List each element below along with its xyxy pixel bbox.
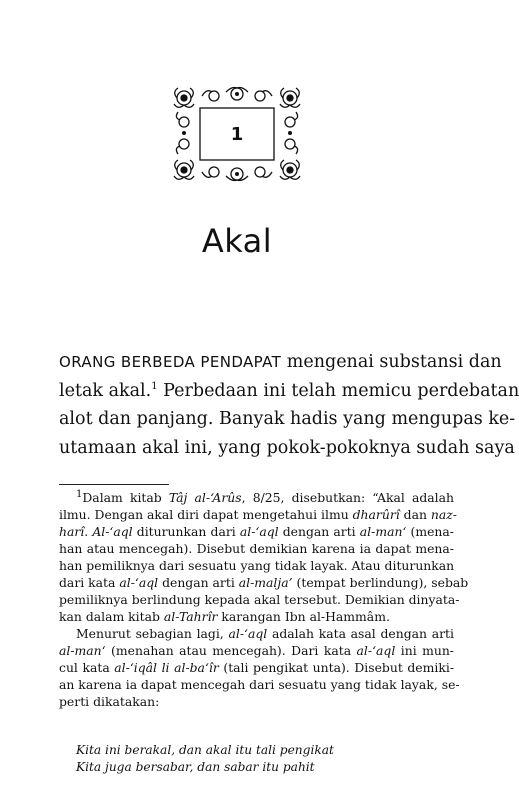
fn-text: (tempat berlindung), sebab xyxy=(292,575,469,590)
fn-text: ilmu. Dengan akal diri dapat mengetahui ilmu xyxy=(59,507,353,522)
body-line xyxy=(59,348,502,377)
footnote-line xyxy=(59,506,457,523)
fn-text: (menahan atau mencegah). Dari kata xyxy=(105,643,357,658)
fn-italic: al-Tahrîr xyxy=(163,609,218,624)
fn-text: Menurut sebagian lagi, xyxy=(76,626,229,641)
fn-italic: al-‘aql xyxy=(239,524,279,539)
fn-text: (tali pengikat unta). Disebut demiki- xyxy=(218,660,455,675)
footnote-marker: 1 xyxy=(76,488,83,500)
footnote-line: an karena ia dapat mencegah dari sesuatu yang tidak layak, se- xyxy=(59,677,460,692)
footnote xyxy=(59,488,469,710)
fn-text: . xyxy=(84,524,93,539)
footnote-line: han pemiliknya dari sesuatu yang tidak layak. Atau diturunkan xyxy=(59,558,455,573)
footnote-line xyxy=(59,574,469,591)
footnote-separator xyxy=(59,484,169,485)
footnote-line: perti dikatakan: xyxy=(59,694,160,709)
fn-text: karangan Ibn al-Hammâm. xyxy=(217,609,390,624)
lead-in-caps: ORANG BERBEDA PENDAPAT xyxy=(59,353,282,371)
fn-text: dengan arti xyxy=(278,524,360,539)
fn-text: (mena- xyxy=(406,524,454,539)
fn-italic: al-‘aql xyxy=(119,575,159,590)
body-text-fragment: letak akal. xyxy=(59,380,152,401)
fn-text: diturunkan dari xyxy=(132,524,240,539)
fn-text: dari kata xyxy=(59,575,120,590)
fn-text: Dalam kitab xyxy=(82,490,169,505)
verse-line: Kita ini berakal, dan akal itu tali pengikat xyxy=(76,743,334,757)
fn-italic: Al-‘aql xyxy=(92,524,133,539)
chapter-number: 1 xyxy=(230,124,244,145)
footnote-reference[interactable]: 1 xyxy=(151,380,158,392)
fn-text: cul kata xyxy=(59,660,115,675)
fn-italic: al-‘aql xyxy=(228,626,268,641)
fn-text: kan dalam kitab xyxy=(59,609,164,624)
body-text-fragment: mengenai substansi dan xyxy=(281,352,502,372)
verse-line: Kita juga bersabar, dan sabar itu pahit xyxy=(76,760,315,774)
fn-text: , 8/25, disebutkan: “Akal adalah xyxy=(241,490,454,505)
footnote-line xyxy=(59,625,454,642)
fn-italic: al-man‘ xyxy=(59,643,106,658)
footnote-line: han atau mencegah). Disebut demikian karena ia dapat mena- xyxy=(59,541,454,556)
fn-italic: al-‘iqâl li al-ba‘îr xyxy=(114,660,219,675)
fn-text: dengan arti xyxy=(158,575,239,590)
fn-italic: al-‘aql xyxy=(356,643,396,658)
body-line xyxy=(59,377,519,406)
body-text-fragment: Perbedaan ini telah memicu perdebatan xyxy=(157,380,519,401)
body-line: alot dan panjang. Banyak hadis yang mengupas ke- xyxy=(59,409,516,429)
fn-italic: harî xyxy=(59,524,85,539)
footnote-line xyxy=(59,523,454,540)
fn-text: adalah kata asal dengan arti xyxy=(267,626,454,641)
verse-quote xyxy=(76,742,436,776)
body-line: utamaan akal ini, yang pokok-pokoknya sudah saya xyxy=(59,437,515,458)
fn-italic: al-man‘ xyxy=(359,524,407,539)
fn-text: dan xyxy=(399,507,431,522)
fn-italic: al-malja’ xyxy=(238,575,293,590)
chapter-title: Akal xyxy=(201,222,273,260)
footnote-line: pemiliknya berlindung kepada akal tersebut. Demikian dinyata- xyxy=(59,592,460,607)
fn-italic: dharûrî xyxy=(352,507,400,522)
body-paragraph xyxy=(59,348,519,462)
fn-text: ini mun- xyxy=(395,643,454,658)
footnote-line xyxy=(59,659,454,676)
fn-italic: naz- xyxy=(430,507,457,522)
footnote-line xyxy=(59,642,454,659)
fn-italic: Tâj al-‘Arûs xyxy=(168,490,242,505)
footnote-line xyxy=(59,489,454,506)
footnote-line xyxy=(59,608,454,625)
